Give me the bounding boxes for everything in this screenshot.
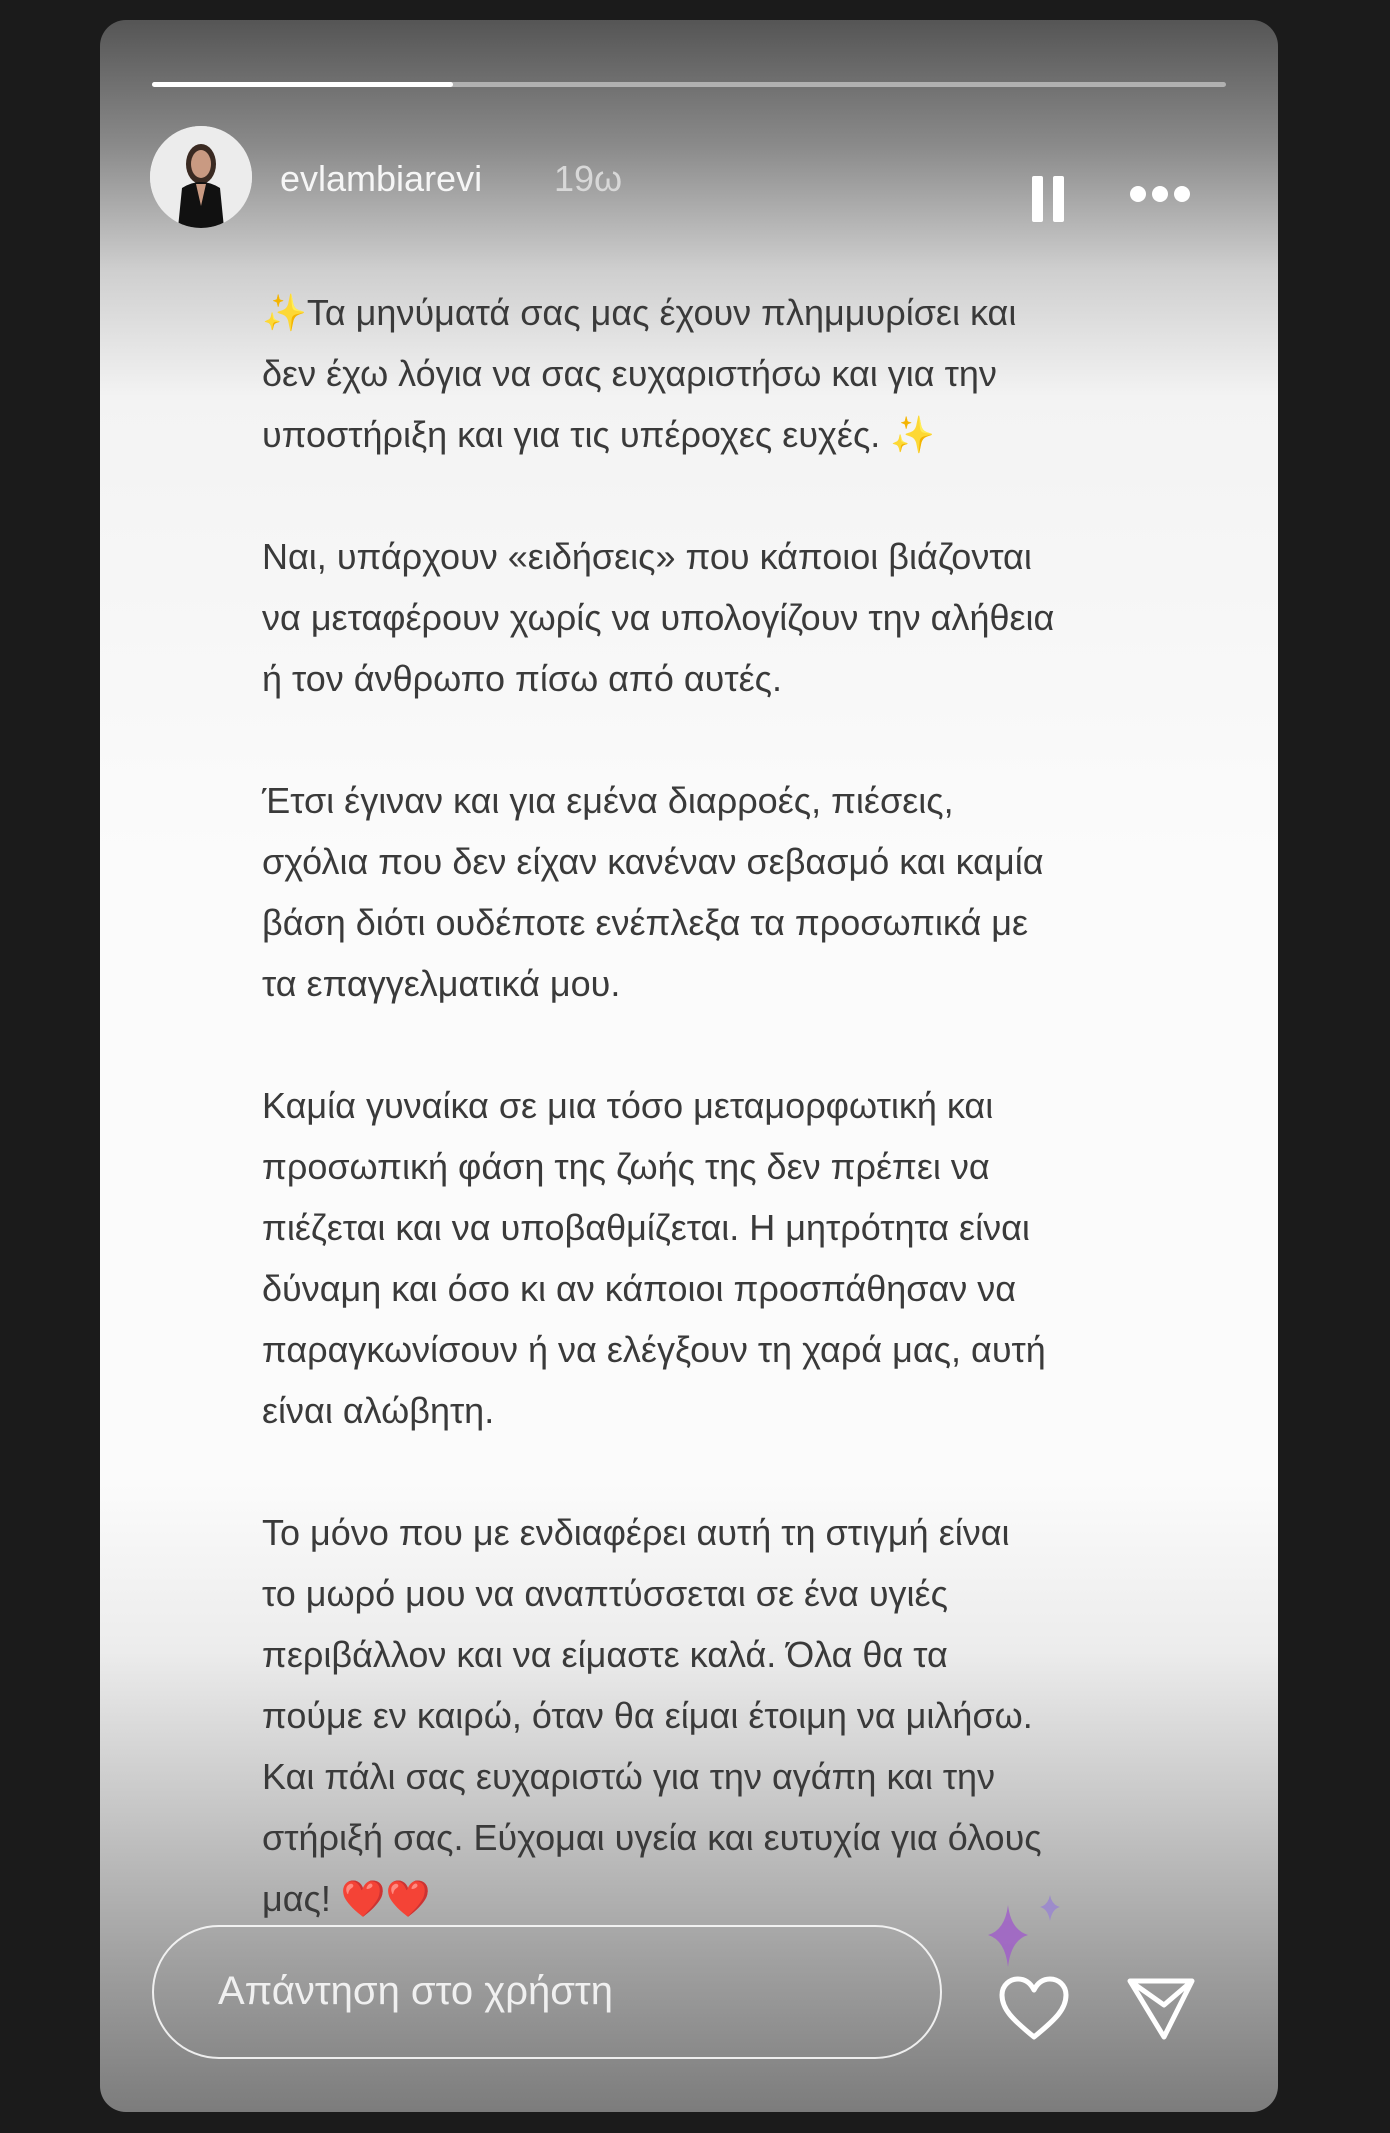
blank-line — [262, 1014, 1222, 1075]
blank-line — [262, 709, 1222, 770]
text-line: είναι αλώβητη. — [262, 1390, 495, 1431]
text-line: Το μόνο που με ενδιαφέρει αυτή τη στιγμή είναι — [262, 1512, 1010, 1553]
more-options-button[interactable] — [1130, 186, 1190, 202]
blank-line — [262, 1441, 1222, 1502]
story-progress-bar — [152, 82, 1226, 87]
text-line: Καμία γυναίκα σε μια τόσο μεταμορφωτική και — [262, 1085, 994, 1126]
text-line: πιέζεται και να υποβαθμίζεται. Η μητρότητα είναι — [262, 1207, 1030, 1248]
more-icon-dot — [1152, 186, 1168, 202]
text-line: περιβάλλον και να είμαστε καλά. Όλα θα τα — [262, 1634, 948, 1675]
like-heart-icon[interactable] — [998, 1975, 1070, 2043]
text-line: μας! ❤️❤️ — [262, 1878, 431, 1919]
story-text — [262, 282, 1222, 1929]
text-line: υποστήριξη και για τις υπέροχες ευχές. ✨ — [262, 414, 936, 455]
text-line: να μεταφέρουν χωρίς να υπολογίζουν την αλήθεια — [262, 597, 1055, 638]
story-viewer — [100, 20, 1278, 2112]
text-line: σχόλια που δεν είχαν κανέναν σεβασμό και καμία — [262, 841, 1044, 882]
text-line: Ναι, υπάρχουν «ειδήσεις» που κάποιοι βιάζονται — [262, 536, 1032, 577]
text-line: δύναμη και όσο κι αν κάποιοι προσπάθησαν να — [262, 1268, 1017, 1309]
text-line: βάση διότι ουδέποτε ενέπλεξα τα προσωπικά με — [262, 902, 1029, 943]
text-line: προσωπική φάση της ζωής της δεν πρέπει να — [262, 1146, 990, 1187]
more-icon — [1130, 186, 1146, 202]
pause-icon — [1032, 176, 1043, 222]
more-icon-dot — [1174, 186, 1190, 202]
text-line: παραγκωνίσουν ή να ελέγξουν τη χαρά μας, αυτή — [262, 1329, 1046, 1370]
blank-line — [262, 465, 1222, 526]
text-line: πούμε εν καιρώ, όταν θα είμαι έτοιμη να μιλήσω. — [262, 1695, 1033, 1736]
profile-photo — [150, 126, 252, 228]
text-line: ✨Τα μηνύματά σας μας έχουν πλημμυρίσει και — [262, 292, 1017, 333]
pause-button[interactable] — [1032, 176, 1066, 222]
reply-placeholder: Απάντηση στο χρήστη — [218, 1969, 613, 2013]
pause-icon-bar — [1053, 176, 1064, 222]
post-time: 19ω — [554, 158, 623, 199]
send-icon[interactable] — [1126, 1975, 1196, 2041]
text-line: στήριξή σας. Εύχομαι υγεία και ευτυχία για όλους — [262, 1817, 1042, 1858]
text-line: Έτσι έγιναν και για εμένα διαρροές, πιέσεις, — [262, 780, 954, 821]
text-line: τα επαγγελματικά μου. — [262, 963, 621, 1004]
avatar[interactable] — [150, 126, 252, 228]
text-line: το μωρό μου να αναπτύσσεται σε ένα υγιές — [262, 1573, 948, 1614]
text-line: Και πάλι σας ευχαριστώ για την αγάπη και την — [262, 1756, 996, 1797]
text-line: δεν έχω λόγια να σας ευχαριστήσω και για την — [262, 353, 997, 394]
text-line: ή τον άνθρωπο πίσω από αυτές. — [262, 658, 782, 699]
story-progress-fill — [152, 82, 453, 87]
sparkle-icon — [968, 1895, 1078, 1985]
reply-input[interactable] — [152, 1925, 942, 2059]
username[interactable]: evlambiarevi — [280, 158, 483, 199]
